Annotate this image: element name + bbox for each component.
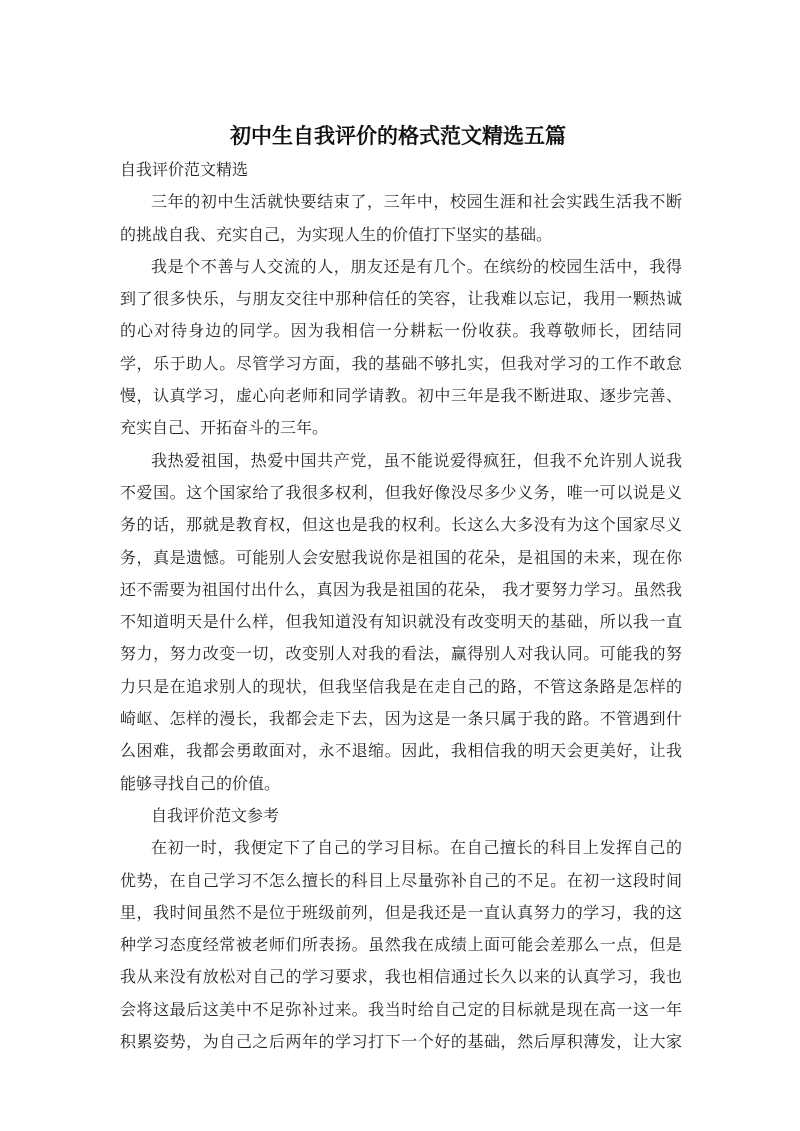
text-line: 学，乐于助人。尽管学习方面，我的基础不够扎实，但我对学习的工作不敢怠	[120, 353, 682, 373]
text-line: 么困难，我都会勇敢面对，永不退缩。因此，我相信我的明天会更美好，让我	[120, 741, 682, 761]
section-heading: 自我评价范文参考	[151, 805, 280, 825]
text-line: 能够寻找自己的价值。	[120, 773, 281, 793]
text-line: 慢，认真学习，虚心向老师和同学请教。初中三年是我不断进取、逐步完善、	[120, 386, 682, 406]
text-line: 三年的初中生活就快要结束了，三年中，校园生涯和社会实践生活我不断	[151, 192, 682, 212]
paragraph	[120, 186, 682, 251]
paragraph	[120, 832, 682, 1058]
document-page	[120, 118, 682, 1058]
text-line: 在初一时，我便定下了自己的学习目标。在自己擅长的科目上发挥自己的	[151, 838, 682, 858]
text-line: 优势，在自己学习不怎么擅长的科目上尽量弥补自己的不足。在初一这段时间	[120, 870, 682, 890]
text-line: 种学习态度经常被老师们所表扬。虽然我在成绩上面可能会差那么一点，但是	[120, 935, 682, 955]
text-line: 努力，努力改变一切，改变别人对我的看法，赢得别人对我认同。可能我的努	[120, 644, 682, 664]
text-line: 到了很多快乐，与朋友交往中那种信任的笑容，让我难以忘记，我用一颗热诚	[120, 289, 682, 309]
text-line: 不爱国。这个国家给了我很多权利，但我好像没尽多少义务，唯一可以说是义	[120, 482, 682, 502]
document-title: 初中生自我评价的格式范文精选五篇	[230, 124, 566, 148]
text-line: 崎岖、怎样的漫长，我都会走下去，因为这是一条只属于我的路。不管遇到什	[120, 709, 682, 729]
text-line: 不知道明天是什么样，但我知道没有知识就没有改变明天的基础，所以我一直	[120, 612, 682, 632]
text-line: 会将这最后这美中不足弥补过来。我当时给自己定的目标就是现在高一这一年	[120, 999, 682, 1019]
text-line: 我是个不善与人交流的人，朋友还是有几个。在缤纷的校园生活中，我得	[151, 256, 682, 276]
text-line: 还不需要为祖国付出什么，真因为我是祖国的花朵， 我才要努力学习。虽然我	[120, 579, 682, 599]
text-line: 积累姿势，为自己之后两年的学习打下一个好的基础，然后厚积薄发，让大家	[120, 1032, 682, 1052]
text-line: 务，真是遗憾。可能别人会安慰我说你是祖国的花朵，是祖国的未来，现在你	[120, 547, 682, 567]
paragraph	[120, 445, 682, 800]
text-line: 务的话，那就是教育权，但这也是我的权利。长这么大多没有为这个国家尽义	[120, 515, 682, 535]
document-body	[120, 154, 682, 1058]
paragraph	[120, 251, 682, 445]
text-line: 我从来没有放松对自己的学习要求，我也相信通过长久以来的认真学习，我也	[120, 967, 682, 987]
text-line: 我热爱祖国，热爱中国共产党，虽不能说爱得疯狂，但我不允许别人说我	[151, 450, 682, 470]
text-line: 里，我时间虽然不是位于班级前列，但是我还是一直认真努力的学习，我的这	[120, 902, 682, 922]
text-line: 充实自己、开拓奋斗的三年。	[120, 418, 329, 438]
section-heading: 自我评价范文精选	[120, 160, 249, 179]
text-line: 力只是在追求别人的现状，但我坚信我是在走自己的路，不管这条路是怎样的	[120, 676, 682, 696]
text-line: 的挑战自我、充实自己，为实现人生的价值打下坚实的基础。	[120, 224, 553, 244]
text-line: 的心对待身边的同学。因为我相信一分耕耘一份收获。我尊敬师长，团结同	[120, 321, 682, 341]
